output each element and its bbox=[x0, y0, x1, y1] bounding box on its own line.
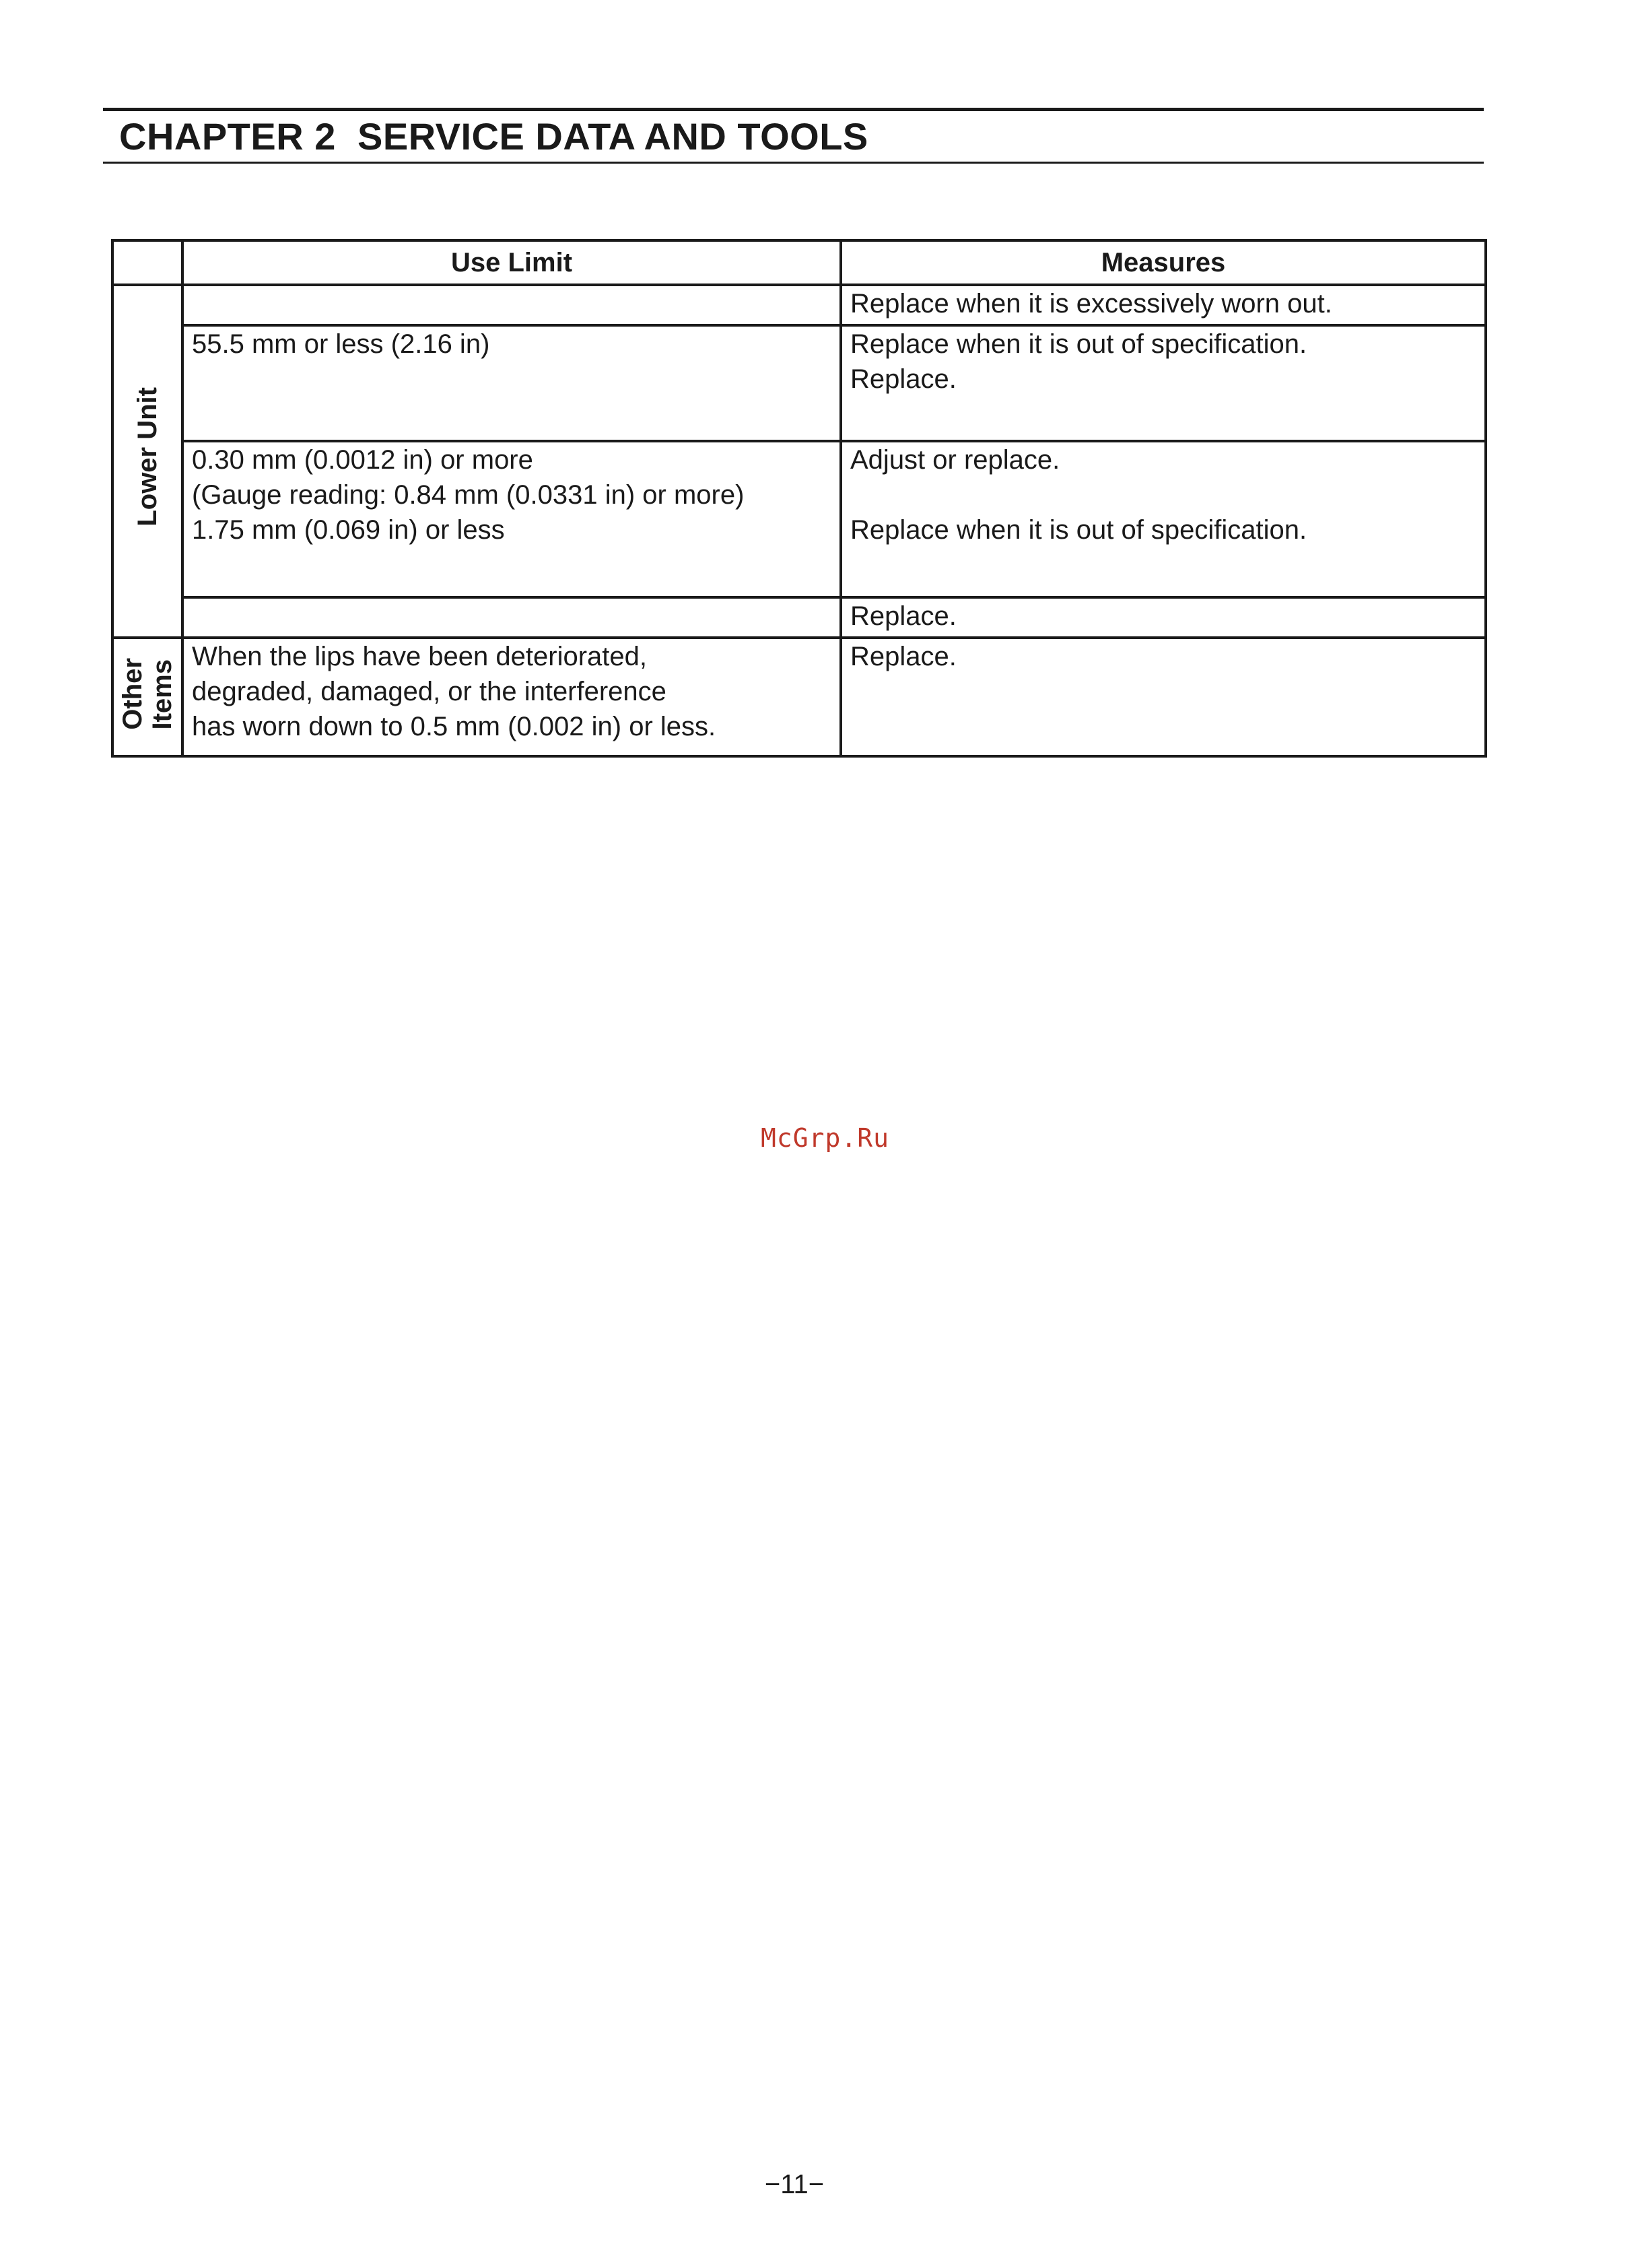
use-limit-cell bbox=[182, 441, 841, 597]
measures-column-header: Measures bbox=[841, 240, 1486, 285]
measures-text: Adjust or replace. bbox=[850, 445, 1060, 475]
category-column-header bbox=[112, 240, 182, 285]
use-limit-text: 0.30 mm (0.0012 in) or more bbox=[192, 445, 533, 475]
measures-text: Replace when it is excessively worn out. bbox=[850, 289, 1332, 319]
chapter-title: CHAPTER 2 SERVICE DATA AND TOOLS bbox=[119, 115, 868, 158]
measures-text: Replace when it is out of specification. bbox=[850, 515, 1307, 545]
measures-cell bbox=[841, 638, 1486, 756]
table-header-row bbox=[112, 240, 1486, 285]
measures-cell bbox=[841, 325, 1486, 441]
use-limit-text: (Gauge reading: 0.84 mm (0.0331 in) or more) bbox=[192, 480, 745, 510]
use-limit-text: has worn down to 0.5 mm (0.002 in) or less. bbox=[192, 712, 716, 741]
use-limit-text: degraded, damaged, or the interference bbox=[192, 677, 666, 706]
measures-text: Replace. bbox=[850, 642, 957, 671]
use-limit-text: 55.5 mm or less (2.16 in) bbox=[192, 329, 490, 359]
table-row bbox=[112, 638, 1486, 756]
use-limit-text: 1.75 mm (0.069 in) or less bbox=[192, 515, 505, 545]
other-items-group-cell bbox=[112, 638, 182, 756]
service-data-table bbox=[111, 239, 1487, 758]
use-limit-column-header: Use Limit bbox=[182, 240, 841, 285]
measures-text: Replace. bbox=[850, 364, 957, 394]
other-items-label-line1: Other bbox=[118, 658, 147, 730]
table-row bbox=[112, 285, 1486, 325]
use-limit-text: When the lips have been deteriorated, bbox=[192, 642, 647, 671]
lower-unit-label: Lower Unit bbox=[133, 387, 162, 527]
table-row bbox=[112, 597, 1486, 638]
table-row bbox=[112, 441, 1486, 597]
page-number: −11− bbox=[764, 2170, 825, 2199]
use-limit-cell bbox=[182, 325, 841, 441]
measures-spacer bbox=[850, 477, 1484, 512]
use-limit-cell bbox=[182, 597, 841, 638]
watermark: McGrp.Ru bbox=[761, 1123, 890, 1153]
header-top-rule bbox=[103, 108, 1484, 111]
other-items-label-line2: Items bbox=[147, 659, 177, 730]
measures-text: Replace when it is out of specification. bbox=[850, 329, 1307, 359]
header-bottom-rule bbox=[103, 162, 1484, 164]
measures-text: Replace. bbox=[850, 601, 957, 631]
use-limit-cell bbox=[182, 638, 841, 756]
lower-unit-group-cell bbox=[112, 285, 182, 638]
table-row bbox=[112, 325, 1486, 441]
use-limit-cell bbox=[182, 285, 841, 325]
measures-cell bbox=[841, 285, 1486, 325]
measures-cell bbox=[841, 597, 1486, 638]
measures-cell bbox=[841, 441, 1486, 597]
